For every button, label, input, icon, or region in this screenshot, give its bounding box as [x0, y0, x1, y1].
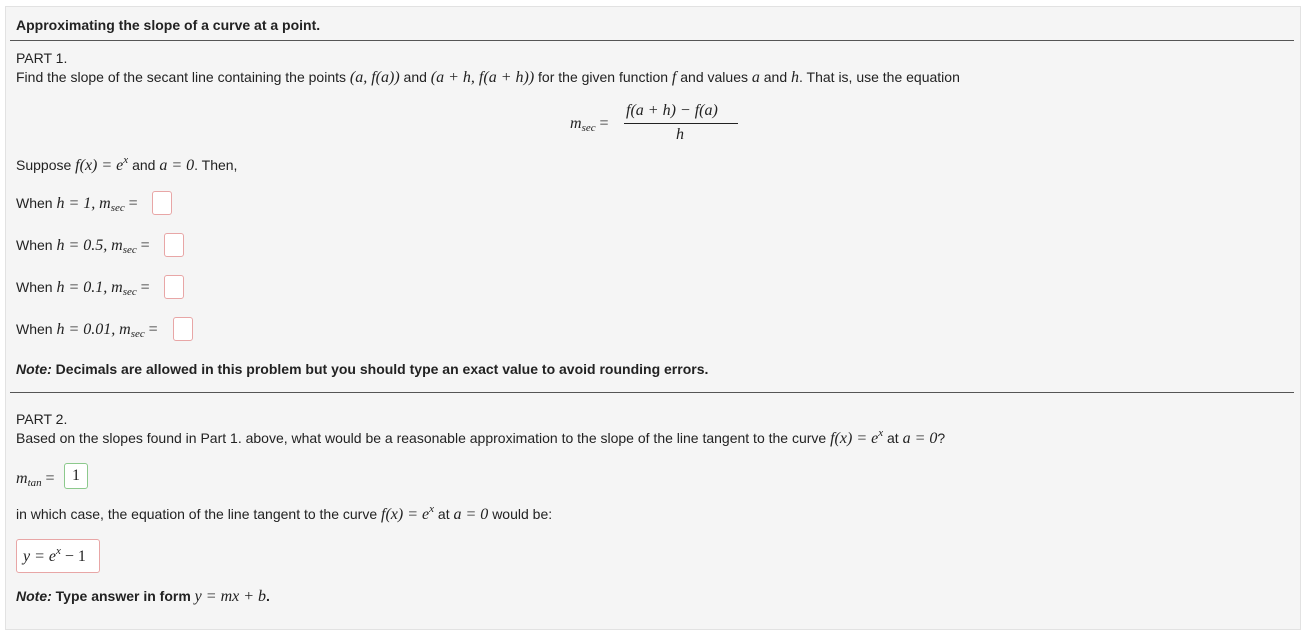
part-divider: [10, 392, 1294, 393]
tangent-text-2: would be:: [492, 506, 553, 522]
part1-intro: [16, 69, 960, 87]
formula-lhs: [570, 115, 609, 133]
formula-equals: =: [599, 115, 609, 132]
note-math: y = mx + b: [194, 588, 267, 605]
f-symbol: f: [671, 69, 677, 86]
h-value: h = 0.01,: [56, 321, 116, 338]
tangent-text: in which case, the equation of the line tangent to the curve: [16, 506, 378, 522]
title-divider: [10, 40, 1294, 41]
m-symbol: m: [119, 321, 131, 338]
h-value: h = 0.1,: [56, 279, 108, 296]
question-function: f(x) = e: [830, 430, 879, 447]
tangent-exponent: x: [429, 503, 435, 515]
equals-sign: =: [140, 237, 150, 254]
m-symbol: m: [111, 279, 123, 296]
mtan-label: [16, 470, 55, 488]
part2-note: [16, 588, 270, 606]
a-symbol: a: [751, 69, 760, 86]
equals-sign: =: [140, 279, 150, 296]
suppose-function: f(x) = e: [75, 157, 124, 174]
intro-and-2: and: [763, 69, 788, 85]
note-text: Decimals are allowed in this problem but you should type an exact value to avoid rounding errors.: [55, 361, 709, 377]
formula-denominator: h: [676, 126, 684, 143]
tangent-equation-input[interactable]: [16, 539, 100, 573]
suppose-exponent: x: [123, 154, 129, 166]
problem-title: Approximating the slope of a curve at a point.: [16, 17, 321, 33]
m-subscript: tan: [27, 477, 42, 489]
equation-rhs: − 1: [60, 548, 86, 565]
formula-m: m: [570, 115, 582, 132]
part1-heading: PART 1.: [16, 50, 68, 66]
equals-sign: =: [45, 470, 55, 487]
intro-text-3: and values: [680, 69, 748, 85]
m-symbol: m: [111, 237, 123, 254]
m-subscript: sec: [122, 286, 137, 298]
part1-note: [16, 361, 708, 377]
equation-lhs: y = e: [23, 548, 56, 565]
fraction-bar: [624, 123, 738, 124]
tangent-a-value: a = 0: [453, 506, 489, 523]
part2-question: [16, 427, 946, 448]
m-subscript: sec: [130, 328, 145, 340]
note-end: .: [266, 588, 270, 604]
tangent-function: f(x) = e: [381, 506, 430, 523]
intro-and: and: [403, 69, 427, 85]
answer-input-h-0-1[interactable]: [164, 275, 184, 299]
suppose-a-value: a = 0: [159, 157, 195, 174]
answer-input-h-1[interactable]: [152, 191, 172, 215]
row-h-1: [16, 195, 138, 213]
mtan-input[interactable]: 1: [64, 463, 88, 489]
point-one: (a, f(a)): [349, 69, 400, 86]
question-mark: ?: [937, 430, 946, 446]
when-label: When: [16, 321, 53, 337]
intro-text: Find the slope of the secant line containing the points: [16, 69, 346, 85]
question-at: at: [887, 430, 899, 446]
intro-text-2: for the given function: [538, 69, 669, 85]
equation-exponent: x: [56, 545, 61, 557]
m-subscript: sec: [122, 244, 137, 256]
answer-input-h-0-01[interactable]: [173, 317, 193, 341]
h-value: h = 1,: [56, 195, 96, 212]
row-h-0-01: [16, 321, 158, 339]
when-label: When: [16, 195, 53, 211]
h-symbol: h: [791, 69, 800, 86]
problem-panel: [5, 6, 1301, 630]
tangent-at: at: [437, 506, 450, 522]
answer-input-h-0-5[interactable]: [164, 233, 184, 257]
point-two: (a + h, f(a + h)): [430, 69, 535, 86]
tangent-line-text: [16, 503, 553, 524]
m-symbol: m: [99, 195, 111, 212]
suppose-text: Suppose: [16, 157, 72, 173]
when-label: When: [16, 237, 53, 253]
note-label: Note:: [16, 361, 52, 377]
question-text: Based on the slopes found in Part 1. above, what would be a reasonable approximation to the slope of the line tangent to the curve: [16, 430, 827, 446]
question-exponent: x: [878, 427, 884, 439]
equals-sign: =: [128, 195, 138, 212]
formula-numerator: f(a + h) − f(a): [626, 102, 718, 119]
note-label: Note:: [16, 588, 52, 604]
intro-text-4: . That is, use the equation: [799, 69, 960, 85]
formula-sub: sec: [581, 122, 596, 134]
m-symbol: m: [16, 470, 28, 487]
equals-sign: =: [148, 321, 158, 338]
suppose-and: and: [132, 157, 156, 173]
note-text: Type answer in form: [55, 588, 191, 604]
h-value: h = 0.5,: [56, 237, 108, 254]
part2-heading: PART 2.: [16, 411, 68, 427]
suppose-then: . Then,: [194, 157, 238, 173]
m-subscript: sec: [110, 202, 125, 214]
question-a-value: a = 0: [902, 430, 938, 447]
row-h-0-1: [16, 279, 150, 297]
row-h-0-5: [16, 237, 150, 255]
when-label: When: [16, 279, 53, 295]
suppose-line: [16, 154, 238, 175]
